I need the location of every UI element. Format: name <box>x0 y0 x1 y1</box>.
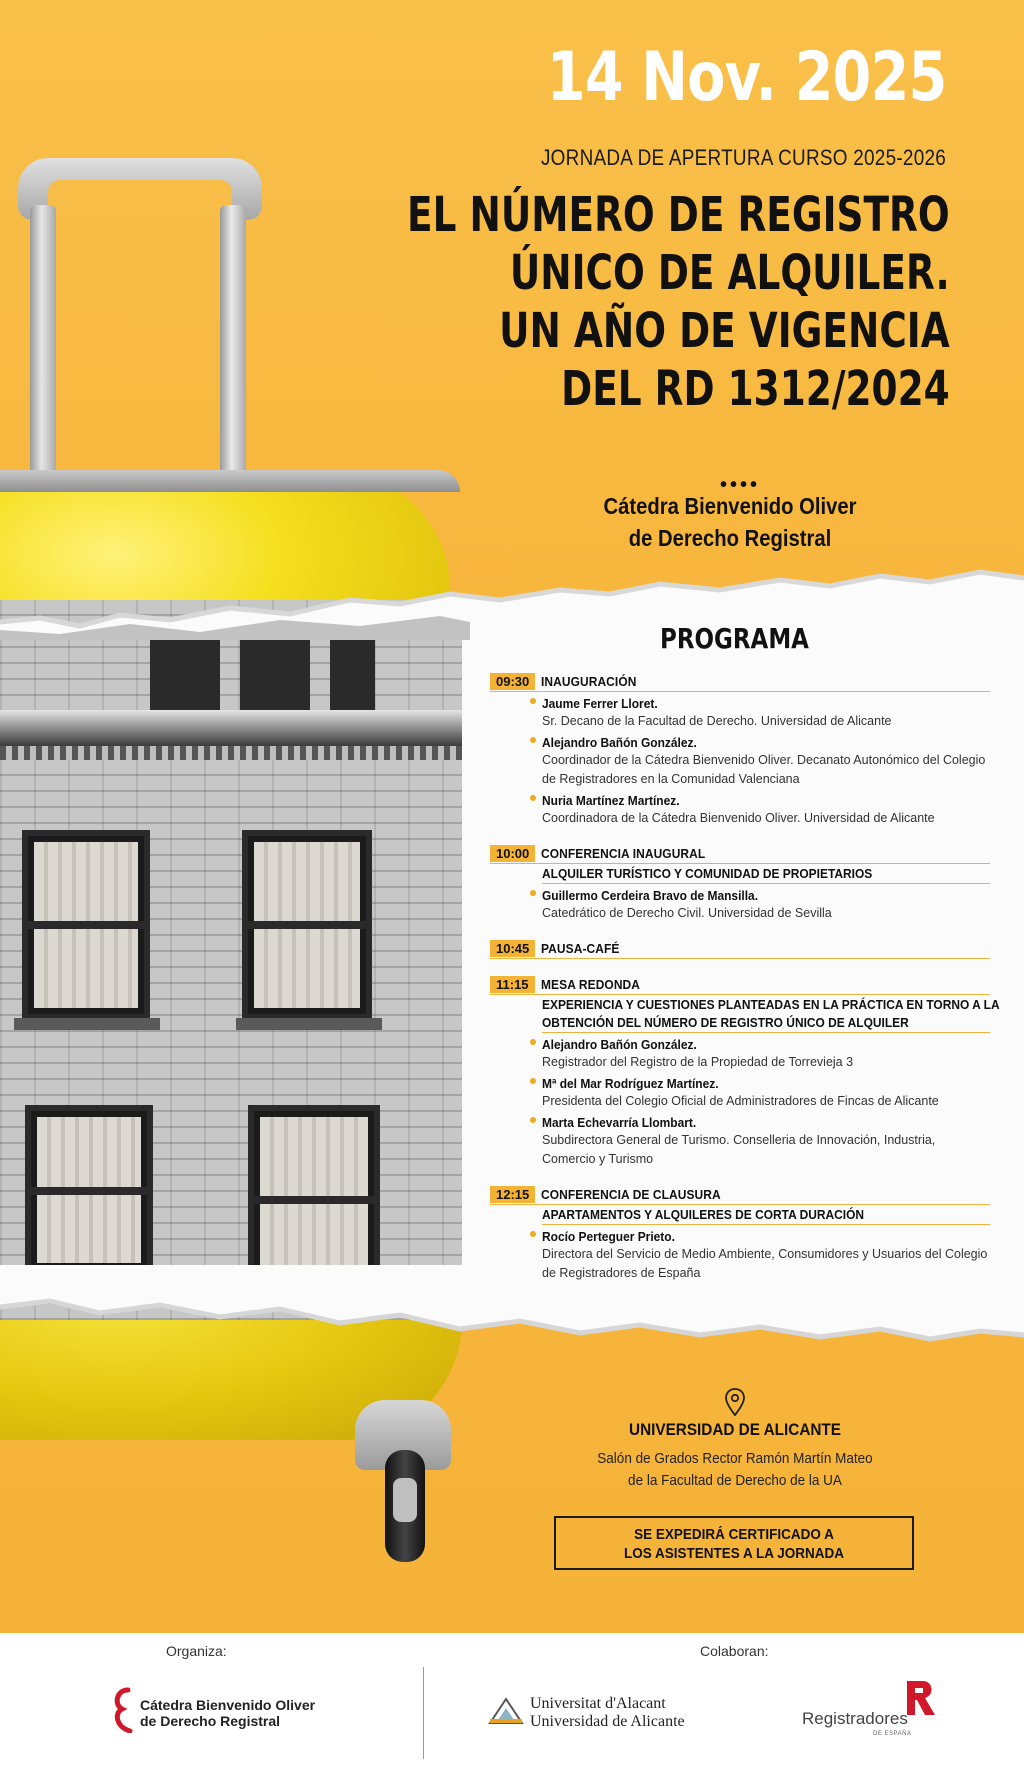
certificate-line: LOS ASISTENTES A LA JORNADA <box>623 1545 845 1562</box>
session-time: 10:00 <box>490 845 535 862</box>
speaker <box>530 792 990 828</box>
catedra-name <box>580 490 879 554</box>
footer <box>0 1633 1024 1771</box>
speaker-name: Jaume Ferrer Lloret. <box>542 696 658 711</box>
location-pin-icon <box>724 1388 746 1416</box>
bullet-icon <box>530 1231 536 1237</box>
certificate-line: SE EXPEDIRÁ CERTIFICADO A <box>634 1526 834 1543</box>
window-sill <box>14 1018 160 1030</box>
session-title: CONFERENCIA INAUGURAL <box>541 846 706 861</box>
session-title: MESA REDONDA <box>540 977 640 992</box>
speaker <box>530 1075 990 1111</box>
bullet-icon <box>530 1078 536 1084</box>
building-top-window <box>330 640 375 710</box>
speaker-name: Guillermo Cerdeira Bravo de Mansilla. <box>542 888 759 903</box>
building-dentils <box>0 746 470 760</box>
speaker <box>530 695 990 731</box>
speaker-role: Registrador del Registro de la Propiedad de Torrevieja 3 <box>542 1055 854 1069</box>
event-title-line: ÚNICO DE ALQUILER. <box>510 245 950 301</box>
catedra-logo-line: Cátedra Bienvenido Oliver <box>140 1697 316 1713</box>
colaboran-label: Colaboran: <box>700 1643 769 1659</box>
speaker-role: Subdirectora General de Turismo. Conselleria de Innovación, Industria, Comercio y Turismo <box>542 1133 936 1166</box>
torn-paper-top-edge <box>0 560 1024 640</box>
footer-divider <box>423 1667 424 1759</box>
speaker <box>530 734 990 789</box>
ua-line: Universidad de Alicante <box>530 1713 685 1730</box>
speaker-name: Mª del Mar Rodríguez Martínez. <box>542 1076 719 1091</box>
bullet-icon <box>530 890 536 896</box>
program-block <box>490 1185 990 1283</box>
program-block <box>490 939 990 959</box>
catedra-logo-icon <box>110 1687 134 1733</box>
program-block <box>490 975 1000 1169</box>
program-list <box>490 672 1000 1299</box>
suitcase-wheel-hub <box>393 1478 417 1522</box>
program-block <box>490 844 990 923</box>
location-line: Salón de Grados Rector Ramón Martín Mateo <box>597 1450 873 1467</box>
organiza-label: Organiza: <box>166 1643 227 1659</box>
bullet-icon <box>530 1039 536 1045</box>
program-block-header <box>490 672 990 692</box>
suitcase-handle-bar-left <box>30 205 56 495</box>
speaker <box>530 1036 990 1072</box>
program-block-header <box>490 844 990 864</box>
registradores-logo-text: Registradores <box>802 1709 908 1728</box>
event-date: 14 Nov. 2025 <box>546 38 946 117</box>
session-title: PAUSA-CAFÉ <box>541 941 620 956</box>
catedra-logo-text <box>140 1697 315 1729</box>
speaker-name: Rocío Perteguer Prieto. <box>542 1229 675 1244</box>
building-cornice <box>0 710 470 746</box>
session-title: CONFERENCIA DE CLAUSURA <box>541 1187 722 1202</box>
speaker-name: Nuria Martínez Martínez. <box>542 793 680 808</box>
certificate-notice <box>554 1516 914 1570</box>
session-time: 11:15 <box>490 976 535 993</box>
speaker-role: Catedrático de Derecho Civil. Universidad de Sevilla <box>542 906 832 920</box>
session-time: 09:30 <box>490 673 535 690</box>
session-topic <box>542 995 1000 1033</box>
speaker-name: Alejandro Bañón González. <box>542 735 697 750</box>
bullet-icon <box>530 1117 536 1123</box>
divider-dots: •••• <box>720 474 761 496</box>
building-top-window <box>150 640 220 710</box>
catedra-line: de Derecho Registral <box>628 525 832 551</box>
speaker-name: Marta Echevarría Llombart. <box>542 1115 697 1130</box>
speaker-role: Coordinador de la Cátedra Bienvenido Oliver. Decanato Autonómico del Colegio de Registradores en la Comunidad Valenciana <box>542 753 986 786</box>
building-window <box>25 1105 153 1275</box>
speaker-name: Alejandro Bañón González. <box>542 1037 697 1052</box>
session-topic <box>542 1205 990 1225</box>
universidad-alicante-logo-text <box>530 1695 685 1731</box>
building-window <box>242 830 372 1020</box>
event-subtitle: JORNADA DE APERTURA CURSO 2025-2026 <box>540 145 946 170</box>
event-title-line: DEL RD 1312/2024 <box>561 361 950 417</box>
location-line: de la Facultad de Derecho de la UA <box>628 1472 842 1489</box>
session-topic-line: ALQUILER TURÍSTICO Y COMUNIDAD DE PROPIETARIOS <box>542 866 873 881</box>
speaker-role: Directora del Servicio de Medio Ambiente, Consumidores y Usuarios del Colegio de Registradores de España <box>542 1247 988 1280</box>
speaker <box>530 1228 990 1283</box>
bullet-icon <box>530 698 536 704</box>
session-time: 12:15 <box>490 1186 535 1203</box>
bullet-icon <box>530 795 536 801</box>
speaker <box>530 1114 990 1169</box>
program-block-header <box>490 939 990 959</box>
program-title: PROGRAMA <box>660 622 809 655</box>
suitcase-rim <box>0 470 460 492</box>
session-topic-line: EXPERIENCIA Y CUESTIONES PLANTEADAS EN LA PRÁCTICA EN TORNO A LA <box>542 997 1000 1012</box>
universidad-alicante-logo-icon <box>488 1695 524 1725</box>
event-title <box>407 186 950 418</box>
catedra-line: Cátedra Bienvenido Oliver <box>603 493 857 519</box>
building-window <box>22 830 150 1020</box>
bullet-icon <box>530 737 536 743</box>
program-block-header <box>490 975 990 995</box>
session-time: 10:45 <box>490 940 535 957</box>
location-name: UNIVERSIDAD DE ALICANTE <box>629 1420 841 1439</box>
catedra-logo-line: de Derecho Registral <box>140 1713 281 1729</box>
registradores-logo-subtext: DE ESPAÑA <box>873 1731 912 1737</box>
program-block <box>490 672 990 828</box>
program-block-header <box>490 1185 990 1205</box>
ua-line: Universitat d'Alacant <box>530 1695 666 1712</box>
suitcase-handle-bar-right <box>220 205 246 495</box>
speaker <box>530 887 990 923</box>
window-sill <box>236 1018 382 1030</box>
session-topic <box>542 864 990 884</box>
speaker-role: Coordinadora de la Cátedra Bienvenido Oliver. Universidad de Alicante <box>542 811 935 825</box>
registradores-logo-icon <box>903 1679 937 1717</box>
building-top-window <box>240 640 310 710</box>
session-topic-line: OBTENCIÓN DEL NÚMERO DE REGISTRO ÚNICO DE ALQUILER <box>542 1015 909 1030</box>
session-title: INAUGURACIÓN <box>541 674 637 689</box>
speaker-role: Sr. Decano de la Facultad de Derecho. Universidad de Alicante <box>542 714 892 728</box>
event-title-line: EL NÚMERO DE REGISTRO <box>407 187 950 243</box>
event-title-line: UN AÑO DE VIGENCIA <box>499 303 950 359</box>
speaker-role: Presidenta del Colegio Oficial de Administradores de Fincas de Alicante <box>542 1094 939 1108</box>
session-topic-line: APARTAMENTOS Y ALQUILERES DE CORTA DURACIÓN <box>542 1207 865 1222</box>
